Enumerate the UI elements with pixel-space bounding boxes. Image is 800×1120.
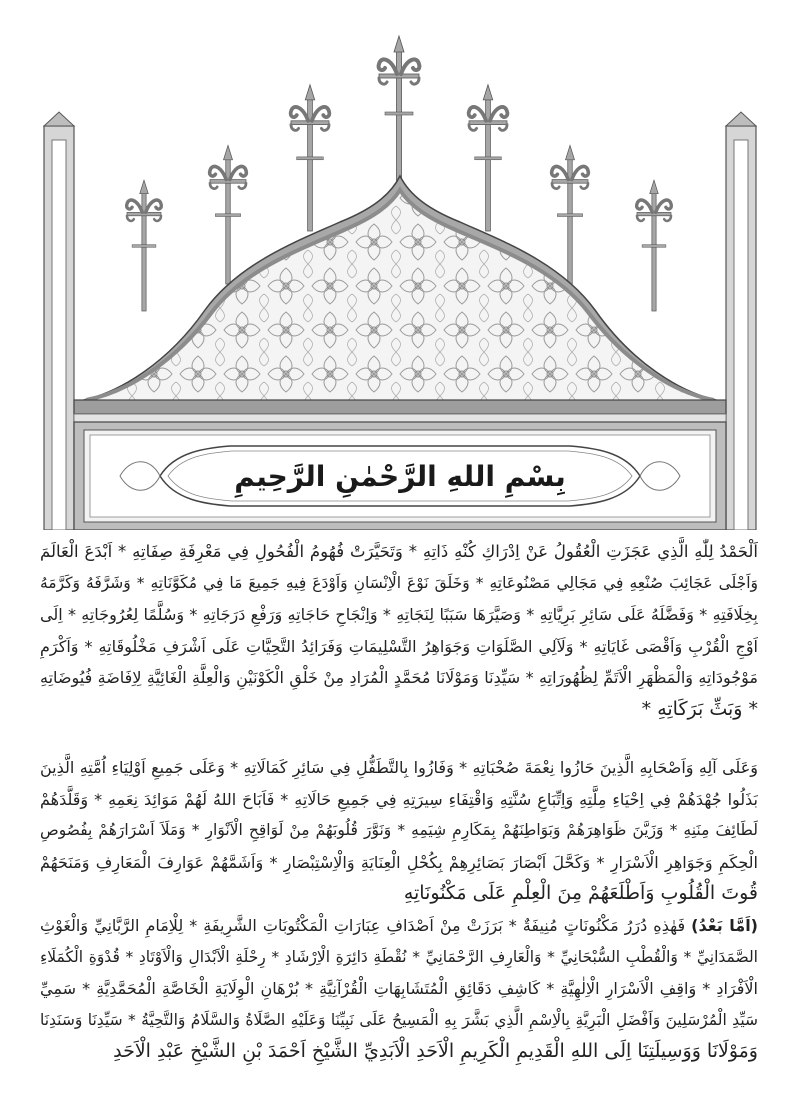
side-column-right [726,112,756,530]
header-ornament [0,0,800,530]
text-line: لَطَائِفَ مِنَنِهِ * وَزَيَّنَ ظَوَاهِرَهُمْ وَبَوَاطِنَهُمْ بِمَكَارِمِ شِيَمِهِ * وَنَوَّرَ قُلُوبَهُمْ مِنْ لَوَاقِحِ الْاَنْوَارِ * وَمَلَاَ اَسْرَارَهُمْ بِفُصُوصِ [40,821,758,840]
text-line: وَعَلَى آلِهِ وَاَصْحَابِهِ الَّذِينَ حَازُوا نِعْمَةَ صُحْبَاتِهِ * وَفَازُوا بِالتَّطَفُّلِ فِي سَائِرِ كَمَالَاتِهِ * وَعَلَى جَمِيعِ اَوْلِيَاءِ اُمَّتِهِ الَّذِينَ [40,758,758,777]
text-line: اَلْحَمْدُ لِلّٰهِ الَّذِي عَجَزَتِ الْعُقُولُ عَنْ اِدْرَاكِ كُنْهِ ذَاتِهِ * وَتَحَيَّرَتْ فُهُومُ الْفُحُولِ فِي مَعْرِفَةِ صِفَاتِهِ * اَبْدَعَ الْعَالَمَ [40,542,758,561]
paragraph-hamd [40,536,758,726]
text-line: الْحِكَمِ وَجَوَاهِرِ الْاَسْرَارِ * وَكَحَّلَ اَبْصَارَ بَصَائِرِهِمْ بِكُحْلِ الْعِنَايَةِ وَالْاِسْتِبْصَارِ * وَاَشَمَّهُمْ عَوَارِفَ الْمَعَارِفِ وَمَنَحَهُمْ [40,852,758,872]
text-line: وَمَوْلَانَا وَوَسِيلَتِنَا اِلَى اللهِ الْقَدِيمِ الْكَرِيمِ الْاَحَدِ الْاَبَدِيِّ الشَّيْخِ اَحْمَدَ بْنِ الشَّيْخِ عَبْدِ الْاَحَدِ [113,1040,758,1063]
text-line: * وَبَثِّ بَرَكَاتِهِ * [641,697,758,720]
text-line: مَوْجُودَاتِهِ وَالْمَظْهَرِ الْاَتَمِّ لِظُهُورَاتِهِ * سَيِّدِنَا وَمَوْلَانَا مُحَمَّدٍ الْمُرَادِ مِنْ خَلْقِ الْكَوْنَيْنِ وَالْعِلَّةِ الْغَائِيَّةِ لِاِفَاضَةِ فُيُوضَاتِهِ [40,668,758,688]
text-line: بَذَلُوا جُهْدَهُمْ فِي اِحْيَاءِ مِلَّتِهِ وَاِتِّبَاعِ سُنَّتِهِ وَاقْتِفَاءِ سِيرَتِهِ فِي جَمِيعِ حَالَاتِهِ * فَاَبَاحَ اللهُ لَهُمْ مَوَائِدَ نِعَمِهِ * وَقَلَّدَهُمْ [40,789,758,809]
text-line: الْاَفْرَادِ * وَاقِفِ الْاَسْرَارِ الْاِلٰهِيَّةِ * كَاشِفِ دَقَائِقِ الْمُتَشَابِهَاتِ الْقُرْآنِيَّةِ * بُرْهَانِ الْوِلَايَةِ الْخَاصَّةِ الْمُحَمَّدِيَّةِ * سَمِيِّ [40,979,758,999]
base-band [74,400,726,422]
text-line-content: فَهٰذِهِ دُرَرُ مَكْنُونَاتٍ مُنِيفَةٌ * بَرَزَتْ مِنْ اَصْدَافِ عِبَارَاتِ الْمَكْتُوبَاتِ الشَّرِيفَةِ * لِلْاِمَامِ الرَّبَّانِيِّ وَالْغَوْثِ [40,916,686,935]
basmala-frame [74,422,726,530]
text-line: الصَّمَدَانِيِّ * وَالْقُطْبِ السُّبْحَانِيِّ * وَالْعَارِفِ الرَّحْمَانِيِّ * نُقْطَةِ دَائِرَةِ الْاِرْشَادِ * رِحْلَةِ الْاَبْدَالِ وَالْاَوْتَادِ * قُدْوَةِ الْكُمَلَاءِ [40,947,758,966]
text-line: وَاَجْلَى عَجَائِبَ صُنْعِهِ فِي مَجَالِي مَصْنُوعَاتِهِ * وَخَلَقَ نَوْعَ الْاِنْسَانِ وَاَوْدَعَ فِيهِ جَمِيعَ مَا فِي مُكَوَّنَاتِهِ * وَشَرَّفَهُ وَكَرَّمَهُ [40,573,758,592]
dome-arch [74,176,726,402]
basmala-text: بِسْمِ اللهِ الرَّحْمٰنِ الرَّحِيمِ [234,460,566,493]
text-line [40,910,758,942]
text-line: سَيِّدِ الْمُرْسَلِينَ وَاَفْضَلِ الْبَرِيَّةِ بِالْاِسْمِ الَّذِي بَشَّرَ بِهِ الْمَسِيحُ عَلَى نَبِيِّنَا وَعَلَيْهِ الصَّلَاةُ وَالسَّلَامُ وَالتَّحِيَّةُ * سَيِّدِنَا وَسَنَدِنَا [40,1010,758,1029]
paragraph-amma-bad [40,910,758,1068]
text-line: قُوتَ الْقُلُوبِ وَاَطْلَعَهُمْ مِنَ الْعِلْمِ عَلَى مَكْنُونَاتِهِ [403,882,758,905]
side-column-left [44,112,74,530]
text-line: بِخِلَافَتِهِ * وَفَضَّلَهُ عَلَى سَائِرِ بَرِيَّاتِهِ * وَصَيَّرَهَا سَبَبًا لِنَجَاتِهِ * وَاِنْجَاحِ حَاجَاتِهِ وَرَفْعِ دَرَجَاتِهِ * وَسُلَّمًا لِعُرُوجَاتِهِ * اِلَى [40,605,758,625]
text-line: اَوْجِ الْقُرْبِ وَاَقْصَى غَايَاتِهِ * وَلَآلِي الصَّلَوَاتِ وَجَوَاهِرُ التَّسْلِيمَاتِ وَفَرَائِدُ التَّحِيَّاتِ عَلَى اَشْرَفِ مَخْلُوقَاتِهِ * وَاَكْرَمِ [40,636,758,656]
paragraph-salawat [40,752,758,910]
lead-phrase: (اَمَّا بَعْدُ) [691,916,758,935]
